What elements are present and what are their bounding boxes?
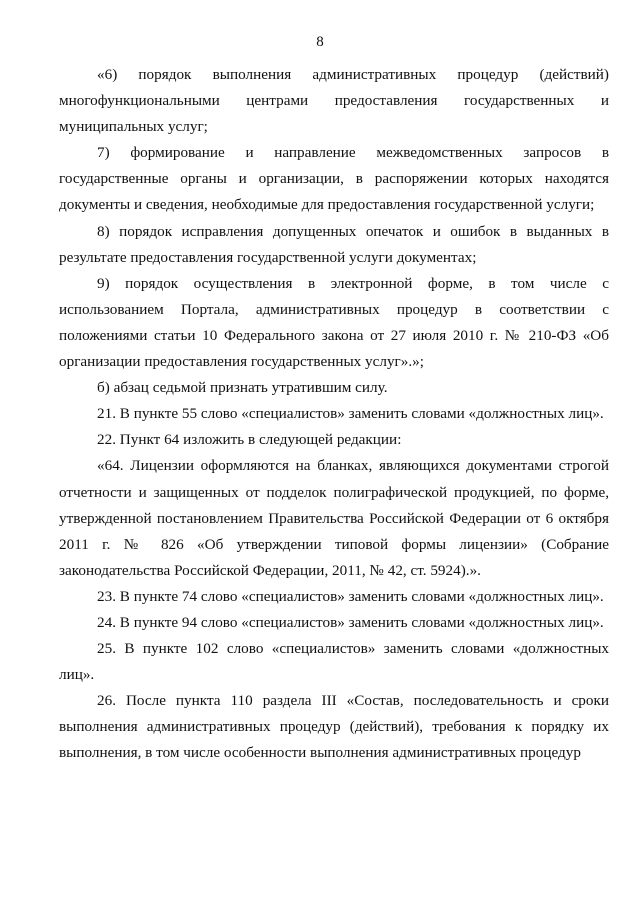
paragraph-21: 21. В пункте 55 слово «специалистов» заменить словами «должностных лиц». bbox=[97, 405, 604, 423]
page-number: 8 bbox=[316, 34, 324, 50]
paragraph-25: 25. В пункте 102 слово «специалистов» заменить словами «должностных лиц». bbox=[59, 640, 609, 684]
paragraph-7: 7) формирование и направление межведомственных запросов в государственные органы и организации, в распоряжении которых находятся документы и сведения, необходимые для предоставления государственной услуги; bbox=[59, 144, 609, 214]
document-body bbox=[59, 62, 609, 767]
paragraph-64: «64. Лицензии оформляются на бланках, являющихся документами строгой отчетности и защищенных от подделок полиграфической продукцией, по форме, утвержденной постановлением Правительства Российской Федерации от 6 октября 2011 г. № 826 «Об утверждении типовой формы лицензии» (Собрание законодательства Российской Федерации, 2011, № 42, ст. 5924).». bbox=[59, 457, 609, 579]
paragraph-22: 22. Пункт 64 изложить в следующей редакции: bbox=[97, 431, 402, 449]
paragraph-26: 26. После пункта 110 раздела III «Состав, последовательность и сроки выполнения административных процедур (действий), требования к порядку их выполнения, в том числе особенности выполнения административных процедур bbox=[59, 692, 609, 762]
paragraph-6: «6) порядок выполнения административных процедур (действий) многофункциональными центрами предоставления государственных и муниципальных услуг; bbox=[59, 66, 609, 136]
paragraph-8: 8) порядок исправления допущенных опечаток и ошибок в выданных в результате предоставления государственной услуги документах; bbox=[59, 222, 609, 266]
paragraph-9: 9) порядок осуществления в электронной форме, в том числе с использованием Портала, административных процедур в соответствии с положениями статьи 10 Федерального закона от 27 июля 2010 г. № 210-ФЗ «Об организации предоставления государственных услуг».»; bbox=[59, 274, 609, 371]
paragraph-24: 24. В пункте 94 слово «специалистов» заменить словами «должностных лиц». bbox=[97, 613, 604, 631]
paragraph-b: б) абзац седьмой признать утратившим силу. bbox=[97, 379, 388, 397]
paragraph-23: 23. В пункте 74 слово «специалистов» заменить словами «должностных лиц». bbox=[97, 587, 604, 605]
